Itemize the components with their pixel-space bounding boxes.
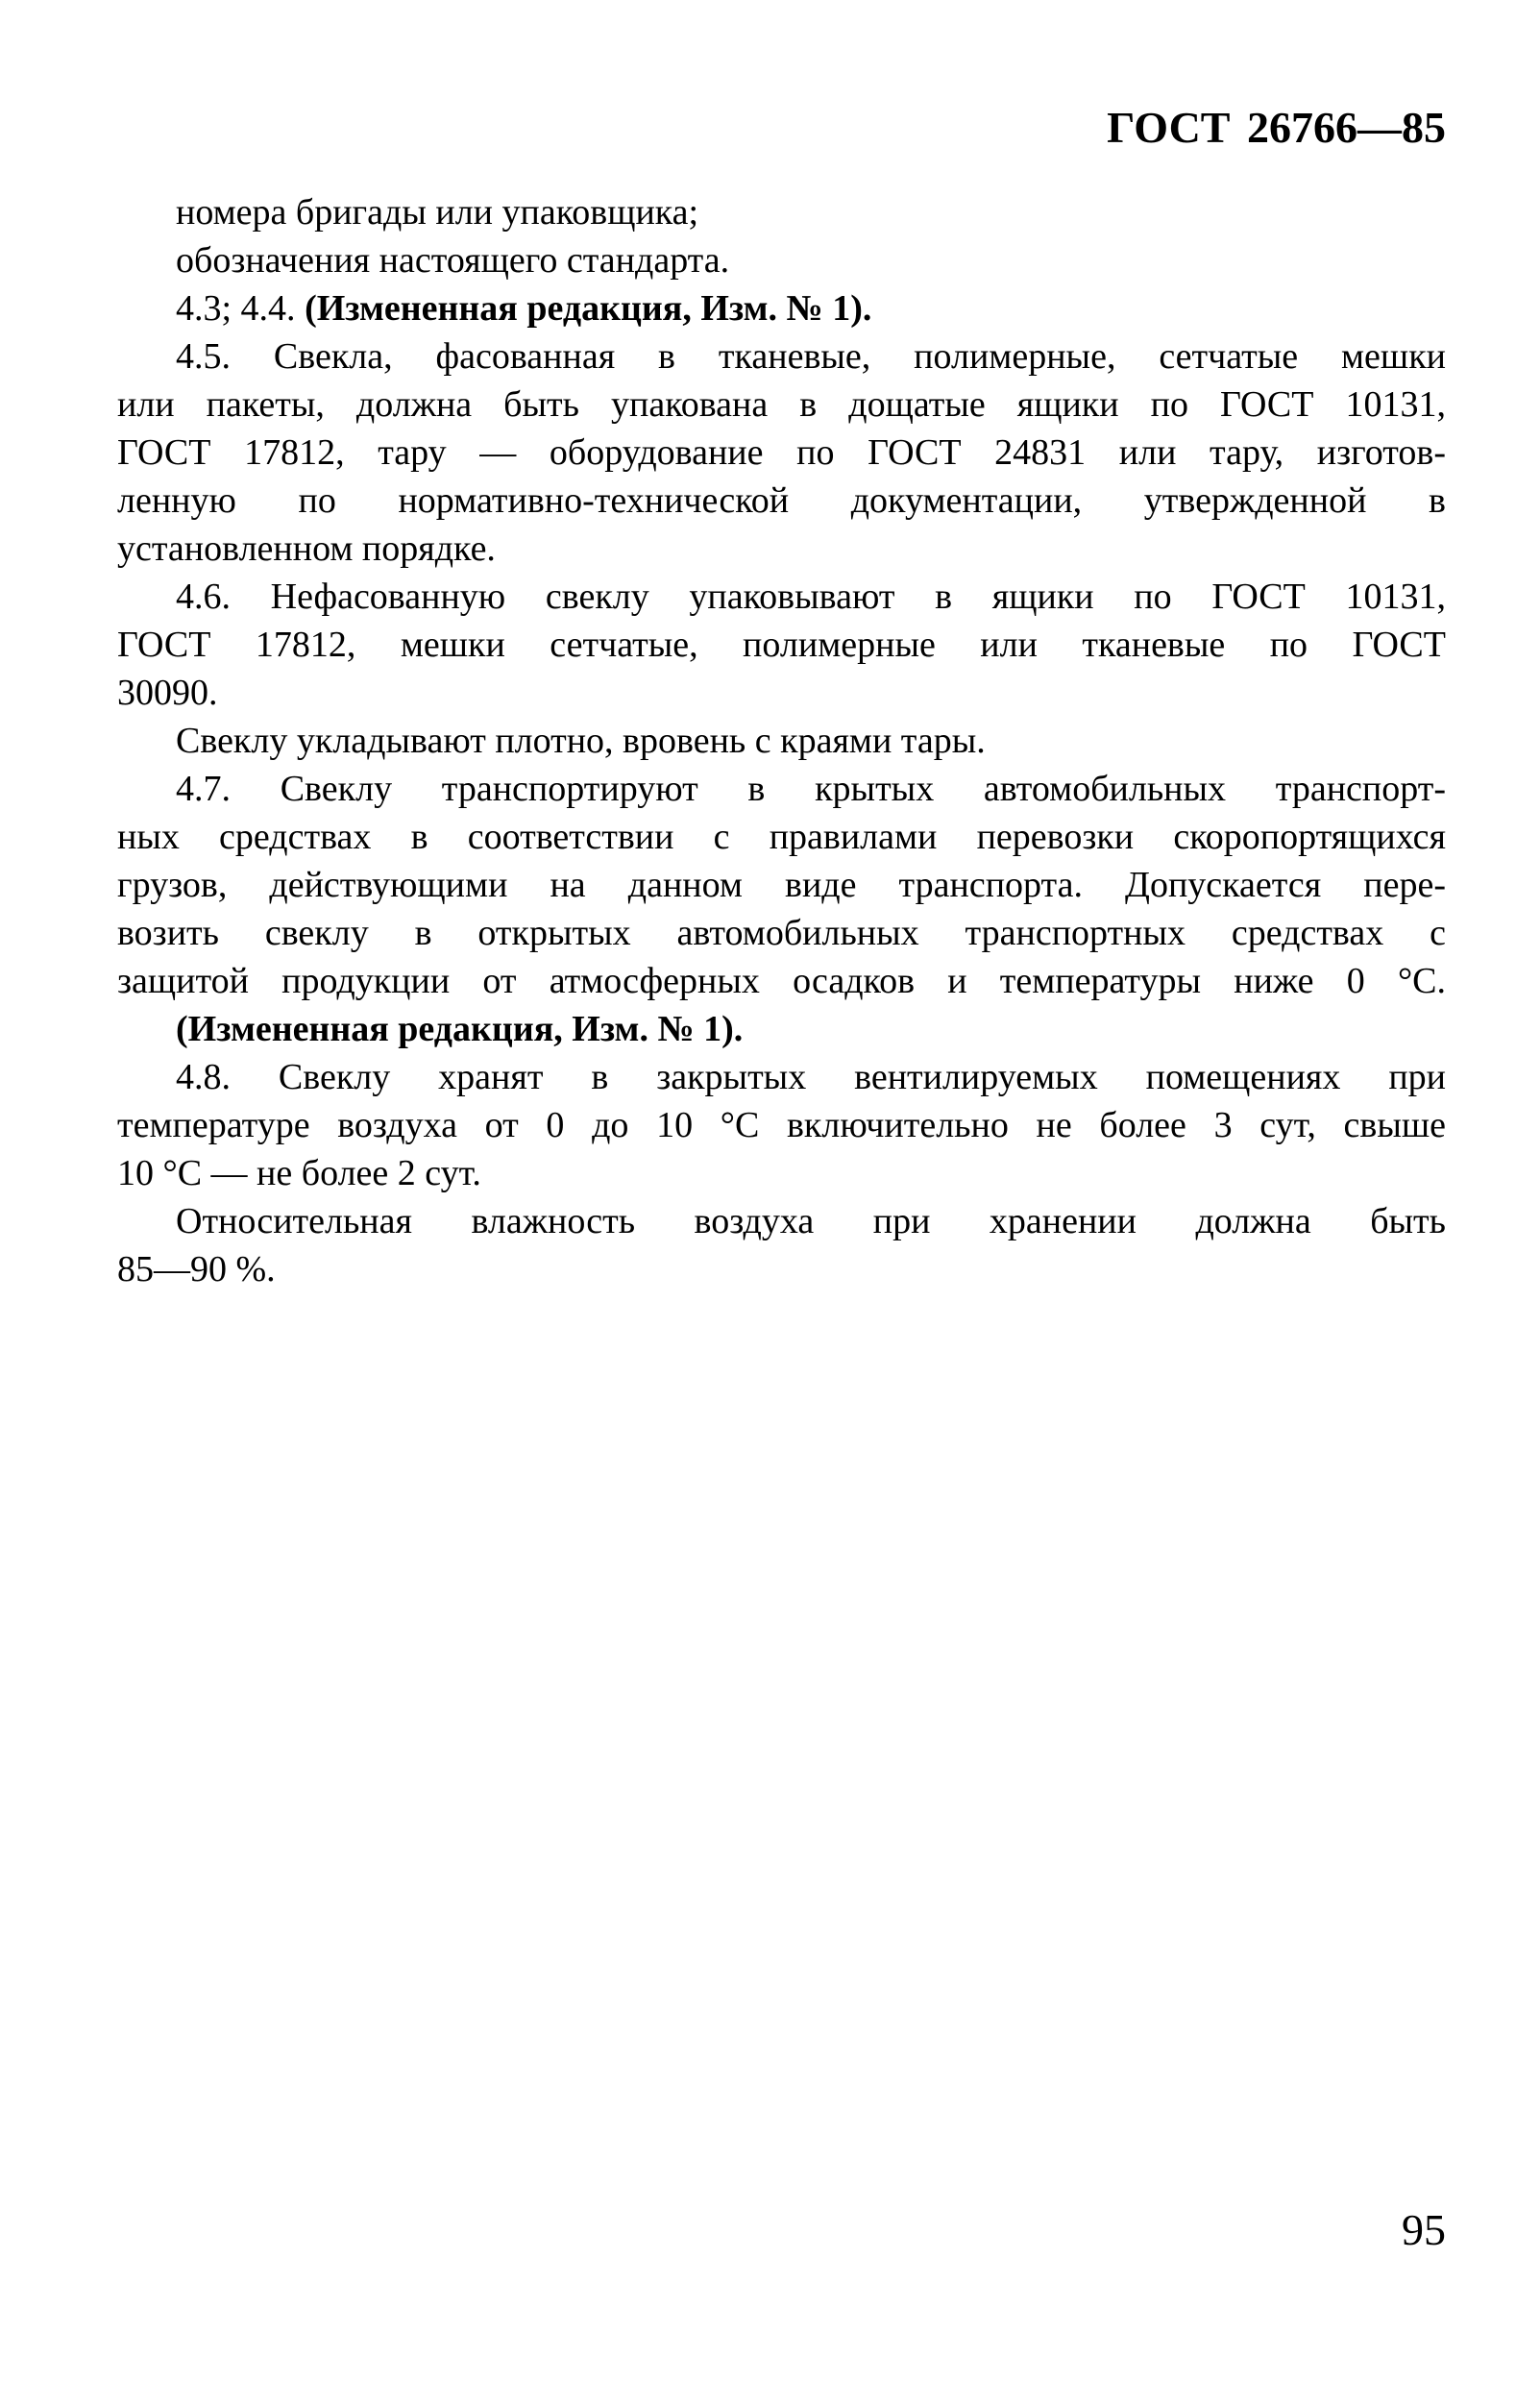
text-segment: температуре воздуха от 0 до 10 °С включительно не более 3 сут, свыше [117, 1105, 1446, 1145]
text-segment: обозначения настоящего стандарта. [176, 240, 730, 281]
text-line [117, 765, 1446, 813]
text-line [117, 909, 1446, 957]
document-body [117, 188, 1446, 1293]
text-segment: 4.8. Свеклу хранят в закрытых вентилируемых помещениях при [176, 1057, 1446, 1097]
text-segment: установленном порядке. [117, 528, 496, 569]
text-segment: 4.7. Свеклу транспортируют в крытых автомобильных транспорт- [176, 769, 1446, 809]
text-segment: 4.6. Нефасованную свеклу упаковывают в ящики по ГОСТ 10131, [176, 577, 1446, 617]
text-segment: 4.3; 4.4. [176, 288, 306, 329]
text-segment: 4.5. Свекла, фасованная в тканевые, полимерные, сетчатые мешки [176, 336, 1446, 377]
text-segment: возить свеклу в открытых автомобильных транспортных средствах с [117, 913, 1446, 953]
text-line [117, 1149, 1446, 1197]
text-segment: ГОСТ 17812, мешки сетчатые, полимерные или тканевые по ГОСТ [117, 625, 1446, 665]
text-segment: или пакеты, должна быть упакована в дощатые ящики по ГОСТ 10131, [117, 384, 1446, 425]
text-line [117, 477, 1446, 525]
text-line [117, 1005, 1446, 1053]
text-segment: грузов, действующими на данном виде транспорта. Допускается пере- [117, 865, 1446, 905]
text-segment: 30090. [117, 673, 218, 713]
text-line [117, 813, 1446, 861]
text-segment: ных средствах в соответствии с правилами перевозки скоропортящихся [117, 817, 1446, 857]
text-line [117, 861, 1446, 909]
page-number: 95 [1402, 2205, 1446, 2254]
text-segment: 10 °С — не более 2 сут. [117, 1153, 481, 1193]
text-line [117, 1053, 1446, 1101]
text-segment: ГОСТ 17812, тару — оборудование по ГОСТ 24831 или тару, изготов- [117, 432, 1446, 473]
text-line [117, 957, 1446, 1005]
text-line [117, 429, 1446, 477]
text-line [117, 1245, 1446, 1293]
text-line [117, 236, 1446, 284]
text-segment: 85—90 %. [117, 1249, 276, 1289]
text-line [117, 525, 1446, 573]
text-line [117, 188, 1446, 236]
text-segment-bold: (Измененная редакция, Изм. № 1). [305, 288, 872, 329]
text-line [117, 332, 1446, 381]
text-line [117, 381, 1446, 429]
text-segment: защитой продукции от атмосферных осадков и температуры ниже 0 °С. [117, 961, 1446, 1001]
text-line [117, 717, 1446, 765]
text-segment-bold: (Измененная редакция, Изм. № 1). [176, 1009, 744, 1049]
text-segment: номера бригады или упаковщика; [176, 192, 699, 233]
text-segment: Относительная влажность воздуха при хранении должна быть [176, 1201, 1446, 1241]
text-segment: ленную по нормативно-технической документации, утвержденной в [117, 480, 1446, 521]
text-line [117, 621, 1446, 669]
text-segment: Свеклу укладывают плотно, вровень с краями тары. [176, 721, 986, 761]
text-line [117, 1197, 1446, 1245]
text-line [117, 669, 1446, 717]
text-line [117, 284, 1446, 332]
text-line [117, 573, 1446, 621]
document-standard-number: ГОСТ 26766—85 [1107, 103, 1446, 152]
text-line [117, 1101, 1446, 1149]
